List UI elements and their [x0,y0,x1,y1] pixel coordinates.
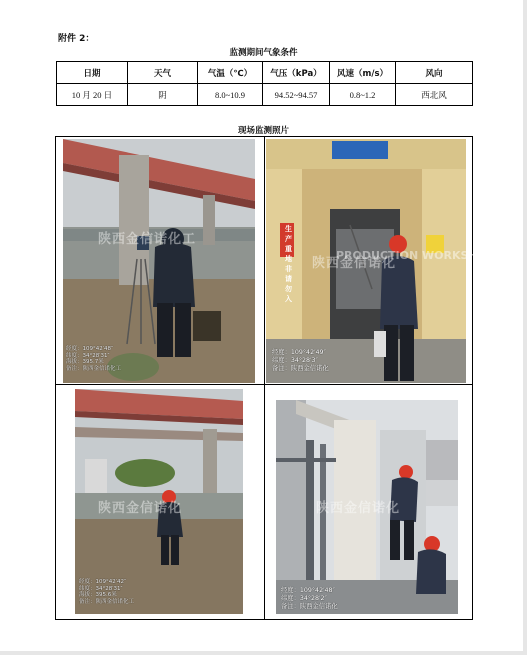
photo-2-latitude: 纬度：34°28′3″ [272,357,318,364]
header-temperature: 气温（℃） [198,62,263,84]
header-pressure: 气压（kPa） [263,62,330,84]
photo-1-latitude: 纬度：34°28′31″ [66,352,110,359]
photo-2-longitude: 经度：109°42′49″ [272,349,326,356]
grid-divider-horizontal [56,384,472,385]
photo-3-stamp [79,579,134,605]
cell-weather: 阴 [128,84,198,106]
photo-4-note: 备注：陕西金信诺化 [281,603,338,610]
cell-pressure: 94.52~94.57 [263,84,330,106]
photo-4-stamp [281,587,338,611]
header-weather: 天气 [128,62,198,84]
header-date: 日期 [57,62,128,84]
photo-3-latitude: 纬度：34°28′31″ [79,585,123,592]
header-wind-direction: 风向 [396,62,473,84]
page-edge-right [523,0,527,655]
photo-4-longitude: 经度：109°42′48″ [281,587,335,594]
grid-divider-vertical [264,137,265,619]
weather-table [56,61,473,106]
table-header-row [57,62,473,84]
photo-3-longitude: 经度：109°42′42″ [79,579,127,585]
photo-1-watermark: 陕西金信诺化工 [98,232,197,247]
header-wind-speed: 风速（m/s） [330,62,396,84]
attachment-label: 附件 2： [58,34,95,44]
photo-3-altitude: 海拔：395.6米 [79,592,117,599]
photo-2-note: 备注：陕西金信诺化 [272,365,329,372]
photo-2-stamp [272,349,329,373]
photo-2-sign-top: PRODUCTION WORKSHOP [336,249,496,262]
page-edge-bottom [0,651,527,655]
photos-section-title: 现场监测照片 [237,126,289,136]
weather-section-title: 监测期间气象条件 [229,48,298,58]
photo-1-stamp [66,346,121,372]
table-row [57,84,473,106]
cell-date: 10 月 20 日 [57,84,128,106]
photo-4-latitude: 纬度：34°28′2″ [281,595,327,602]
photo-2-watermark: 陕西金信诺化 [312,256,397,271]
photo-4-watermark: 陕西金信诺化 [316,501,401,516]
photo-1-note: 备注：陕西金信诺化工 [66,365,122,372]
photo-2-sign-warning: 生产重地 非请勿入 [285,225,293,303]
photo-1-altitude: 海拔：395.7米 [66,359,104,366]
photo-1-longitude: 经度：109°42′48″ [66,346,114,352]
cell-wind-direction: 西北风 [396,84,473,106]
cell-wind-speed: 0.8~1.2 [330,84,396,106]
cell-temperature: 8.0~10.9 [198,84,263,106]
photo-3-note: 备注：陕西金信诺化工 [79,598,135,605]
photo-3-watermark: 陕西金信诺化 [98,501,183,516]
